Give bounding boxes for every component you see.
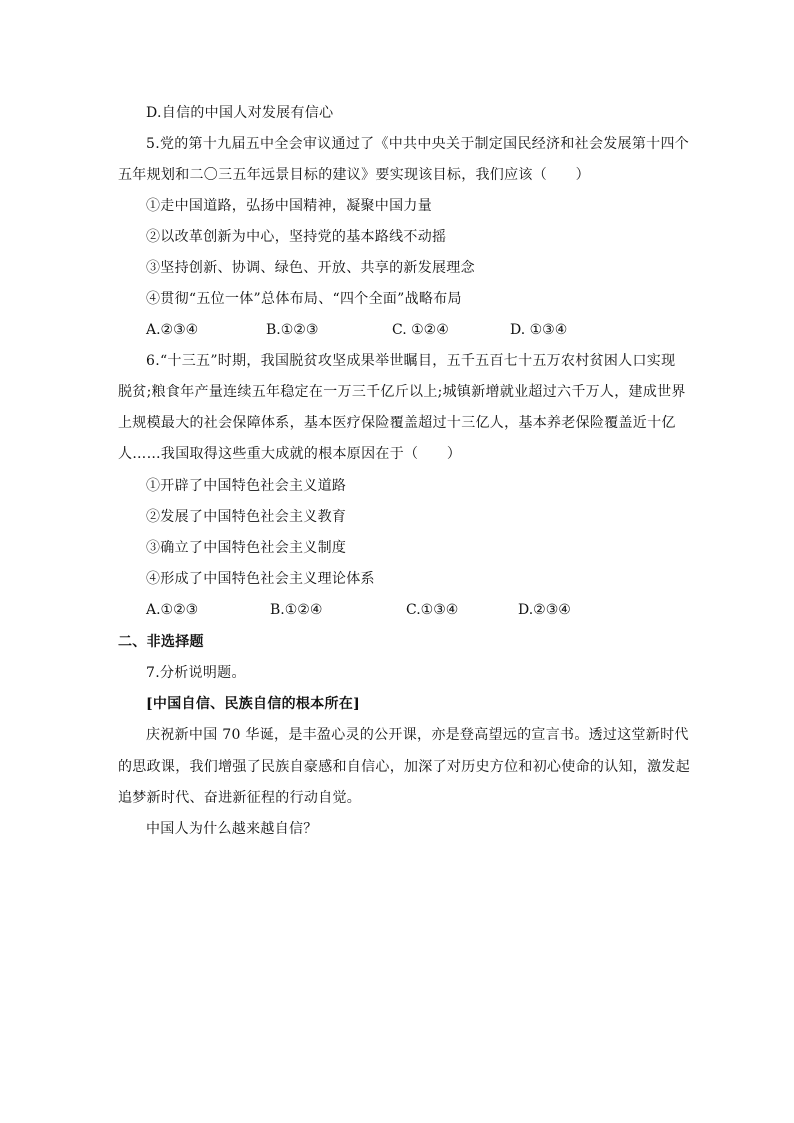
q5-item-2: ②以改革创新为中心，坚持党的基本路线不动摇 [146, 229, 447, 245]
q5-item-1: ①走中国道路，弘扬中国精神，凝聚中国力量 [146, 198, 432, 214]
q6-option-c: C.①③④ [406, 602, 459, 618]
section-heading: 二、非选择题 [118, 634, 204, 650]
q5-option-c: C. ①②④ [392, 322, 449, 338]
q7-topic: [中国自信、民族自信的根本所在] [146, 696, 361, 712]
q6-item-2: ②发展了中国特色社会主义教育 [146, 509, 347, 525]
q4-option-d: D.自信的中国人对发展有信心 [146, 105, 334, 121]
q6-item-4: ④形成了中国特色社会主义理论体系 [146, 571, 375, 587]
q7-para-line3: 追梦新时代、奋进新征程的行动自觉。 [118, 790, 362, 806]
q7-question: 中国人为什么越来越自信？ [146, 821, 318, 837]
q5-stem-line2: 五年规划和二〇三五年远景目标的建议》要实现该目标，我们应该（ ） [118, 167, 590, 183]
q5-item-3: ③坚持创新、协调、绿色、开放、共享的新发展理念 [146, 260, 475, 276]
q5-option-b: B.①②③ [266, 322, 319, 338]
q7-para-line1: 庆祝新中国 70 华诞，是丰盈心灵的公开课，亦是登高望远的宣言书。透过这堂新时代 [146, 727, 689, 743]
q6-option-a: A.①②③ [146, 602, 199, 618]
q6-item-3: ③确立了中国特色社会主义制度 [146, 540, 347, 556]
q6-stem-line4: 人……我国取得这些重大成就的根本原因在于（ ） [118, 446, 462, 462]
q6-stem-line1: 6.“十三五”时期，我国脱贫攻坚成果举世瞩目，五千五百七十五万农村贫困人口实现 [146, 353, 676, 369]
q6-option-b: B.①②④ [270, 602, 323, 618]
q5-item-4: ④贯彻“五位一体”总体布局、“四个全面”战略布局 [146, 291, 462, 307]
q7-stem: 7.分析说明题。 [146, 665, 246, 681]
q5-option-a: A.②③④ [146, 322, 199, 338]
q6-stem-line3: 上规模最大的社会保障体系，基本医疗保险覆盖超过十三亿人，基本养老保险覆盖近十亿 [118, 415, 676, 431]
q6-option-d: D.②③④ [518, 602, 571, 618]
q7-para-line2: 的思政课，我们增强了民族自豪感和自信心，加深了对历史方位和初心使命的认知，激发起 [118, 759, 690, 775]
q5-option-d: D. ①③④ [510, 322, 568, 338]
q5-stem-line1: 5.党的第十九届五中全会审议通过了《中共中央关于制定国民经济和社会发展第十四个 [146, 136, 690, 152]
q6-item-1: ①开辟了中国特色社会主义道路 [146, 478, 347, 494]
q6-stem-line2: 脱贫;粮食年产量连续五年稳定在一万三千亿斤以上;城镇新增就业超过六千万人，建成世界 [118, 384, 686, 400]
